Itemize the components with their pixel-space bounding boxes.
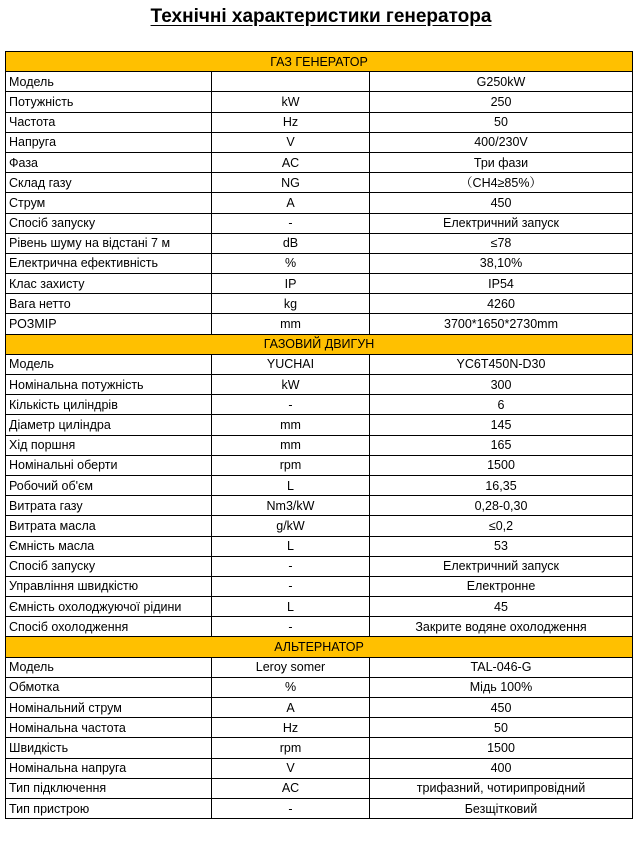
section-heading: АЛЬТЕРНАТОР xyxy=(6,637,633,657)
parameter-cell: Потужність xyxy=(6,92,212,112)
table-row xyxy=(6,556,633,576)
value-cell: 3700*1650*2730mm xyxy=(370,314,633,334)
value-cell: ≤78 xyxy=(370,233,633,253)
parameter-cell: Номінальна напруга xyxy=(6,758,212,778)
value-cell: трифазний, чотирипровідний xyxy=(370,778,633,798)
unit-cell: - xyxy=(212,556,370,576)
parameter-cell: Робочий об'єм xyxy=(6,475,212,495)
unit-cell: kg xyxy=(212,294,370,314)
value-cell: 16,35 xyxy=(370,475,633,495)
unit-cell: L xyxy=(212,597,370,617)
unit-cell: - xyxy=(212,617,370,637)
parameter-cell: Спосіб запуску xyxy=(6,556,212,576)
unit-cell: mm xyxy=(212,435,370,455)
parameter-cell: Електрична ефективність xyxy=(6,253,212,273)
value-cell: 50 xyxy=(370,718,633,738)
table-row xyxy=(6,274,633,294)
value-cell: 6 xyxy=(370,395,633,415)
value-cell: 0,28-0,30 xyxy=(370,496,633,516)
value-cell: （CH4≥85%） xyxy=(370,173,633,193)
unit-cell: rpm xyxy=(212,738,370,758)
section-header-alternator xyxy=(6,637,633,657)
section-heading: ГАЗ ГЕНЕРАТОР xyxy=(6,52,633,72)
table-row xyxy=(6,536,633,556)
value-cell: Електричний запуск xyxy=(370,556,633,576)
unit-cell: A xyxy=(212,698,370,718)
value-cell: 50 xyxy=(370,112,633,132)
table-row xyxy=(6,657,633,677)
value-cell: Три фази xyxy=(370,152,633,172)
unit-cell: AC xyxy=(212,152,370,172)
unit-cell: IP xyxy=(212,274,370,294)
unit-cell: L xyxy=(212,536,370,556)
table-row xyxy=(6,354,633,374)
parameter-cell: Частота xyxy=(6,112,212,132)
unit-cell: g/kW xyxy=(212,516,370,536)
unit-cell: rpm xyxy=(212,455,370,475)
parameter-cell: Витрата масла xyxy=(6,516,212,536)
value-cell: 400/230V xyxy=(370,132,633,152)
unit-cell: L xyxy=(212,475,370,495)
table-row xyxy=(6,718,633,738)
value-cell: 450 xyxy=(370,698,633,718)
parameter-cell: Напруга xyxy=(6,132,212,152)
table-row xyxy=(6,597,633,617)
unit-cell: - xyxy=(212,213,370,233)
parameter-cell: Витрата газу xyxy=(6,496,212,516)
value-cell: 400 xyxy=(370,758,633,778)
parameter-cell: Номінальна потужність xyxy=(6,375,212,395)
parameter-cell: Клас захисту xyxy=(6,274,212,294)
value-cell: Електричний запуск xyxy=(370,213,633,233)
value-cell: Закрите водяне охолодження xyxy=(370,617,633,637)
value-cell: 145 xyxy=(370,415,633,435)
parameter-cell: Вага нетто xyxy=(6,294,212,314)
table-row xyxy=(6,738,633,758)
parameter-cell: Спосіб запуску xyxy=(6,213,212,233)
parameter-cell: Обмотка xyxy=(6,677,212,697)
table-row xyxy=(6,375,633,395)
value-cell: 45 xyxy=(370,597,633,617)
unit-cell: V xyxy=(212,132,370,152)
table-row xyxy=(6,395,633,415)
table-row xyxy=(6,475,633,495)
unit-cell: mm xyxy=(212,314,370,334)
parameter-cell: РОЗМІР xyxy=(6,314,212,334)
table-row xyxy=(6,758,633,778)
table-row xyxy=(6,516,633,536)
unit-cell: % xyxy=(212,253,370,273)
parameter-cell: Рівень шуму на відстані 7 м xyxy=(6,233,212,253)
parameter-cell: Модель xyxy=(6,657,212,677)
value-cell: 4260 xyxy=(370,294,633,314)
parameter-cell: Ємність охолоджуючої рідини xyxy=(6,597,212,617)
table-row xyxy=(6,173,633,193)
parameter-cell: Модель xyxy=(6,354,212,374)
unit-cell: YUCHAI xyxy=(212,354,370,374)
table-row xyxy=(6,576,633,596)
unit-cell: % xyxy=(212,677,370,697)
value-cell: 300 xyxy=(370,375,633,395)
table-row xyxy=(6,415,633,435)
parameter-cell: Склад газу xyxy=(6,173,212,193)
table-row xyxy=(6,496,633,516)
unit-cell: Nm3/kW xyxy=(212,496,370,516)
parameter-cell: Ємність масла xyxy=(6,536,212,556)
parameter-cell: Кількість циліндрів xyxy=(6,395,212,415)
table-row xyxy=(6,314,633,334)
value-cell: 165 xyxy=(370,435,633,455)
unit-cell: mm xyxy=(212,415,370,435)
parameter-cell: Хід поршня xyxy=(6,435,212,455)
parameter-cell: Діаметр циліндра xyxy=(6,415,212,435)
table-row xyxy=(6,698,633,718)
parameter-cell: Швидкість xyxy=(6,738,212,758)
table-row xyxy=(6,778,633,798)
parameter-cell: Номінальні оберти xyxy=(6,455,212,475)
unit-cell: - xyxy=(212,798,370,818)
value-cell: YC6T450N-D30 xyxy=(370,354,633,374)
parameter-cell: Номінальний струм xyxy=(6,698,212,718)
table-row xyxy=(6,213,633,233)
value-cell: G250kW xyxy=(370,72,633,92)
unit-cell: - xyxy=(212,395,370,415)
table-row xyxy=(6,132,633,152)
value-cell: 1500 xyxy=(370,455,633,475)
table-row xyxy=(6,677,633,697)
value-cell: 53 xyxy=(370,536,633,556)
parameter-cell: Фаза xyxy=(6,152,212,172)
table-row xyxy=(6,112,633,132)
unit-cell: - xyxy=(212,576,370,596)
spec-table-body xyxy=(6,52,633,819)
unit-cell: AC xyxy=(212,778,370,798)
page-title: Технічні характеристики генератора xyxy=(150,6,492,27)
table-row xyxy=(6,193,633,213)
parameter-cell: Тип пристрою xyxy=(6,798,212,818)
table-row xyxy=(6,455,633,475)
unit-cell xyxy=(212,72,370,92)
table-row xyxy=(6,617,633,637)
unit-cell: A xyxy=(212,193,370,213)
table-row xyxy=(6,253,633,273)
section-heading: ГАЗОВИЙ ДВИГУН xyxy=(6,334,633,354)
table-row xyxy=(6,798,633,818)
value-cell: TAL-046-G xyxy=(370,657,633,677)
parameter-cell: Тип підключення xyxy=(6,778,212,798)
unit-cell: kW xyxy=(212,92,370,112)
value-cell: Електронне xyxy=(370,576,633,596)
value-cell: 250 xyxy=(370,92,633,112)
parameter-cell: Управління швидкістю xyxy=(6,576,212,596)
parameter-cell: Спосіб охолодження xyxy=(6,617,212,637)
unit-cell: dB xyxy=(212,233,370,253)
spec-table xyxy=(5,51,633,819)
table-row xyxy=(6,233,633,253)
unit-cell: kW xyxy=(212,375,370,395)
value-cell: 1500 xyxy=(370,738,633,758)
unit-cell: NG xyxy=(212,173,370,193)
value-cell: Мідь 100% xyxy=(370,677,633,697)
parameter-cell: Модель xyxy=(6,72,212,92)
parameter-cell: Номінальна частота xyxy=(6,718,212,738)
parameter-cell: Струм xyxy=(6,193,212,213)
section-header-gas-engine xyxy=(6,334,633,354)
section-header-gas-generator xyxy=(6,52,633,72)
value-cell: ≤0,2 xyxy=(370,516,633,536)
value-cell: IP54 xyxy=(370,274,633,294)
value-cell: Безщітковий xyxy=(370,798,633,818)
value-cell: 450 xyxy=(370,193,633,213)
table-row xyxy=(6,294,633,314)
unit-cell: V xyxy=(212,758,370,778)
unit-cell: Leroy somer xyxy=(212,657,370,677)
unit-cell: Hz xyxy=(212,718,370,738)
table-row xyxy=(6,72,633,92)
value-cell: 38,10% xyxy=(370,253,633,273)
unit-cell: Hz xyxy=(212,112,370,132)
table-row xyxy=(6,435,633,455)
table-row xyxy=(6,152,633,172)
table-row xyxy=(6,92,633,112)
